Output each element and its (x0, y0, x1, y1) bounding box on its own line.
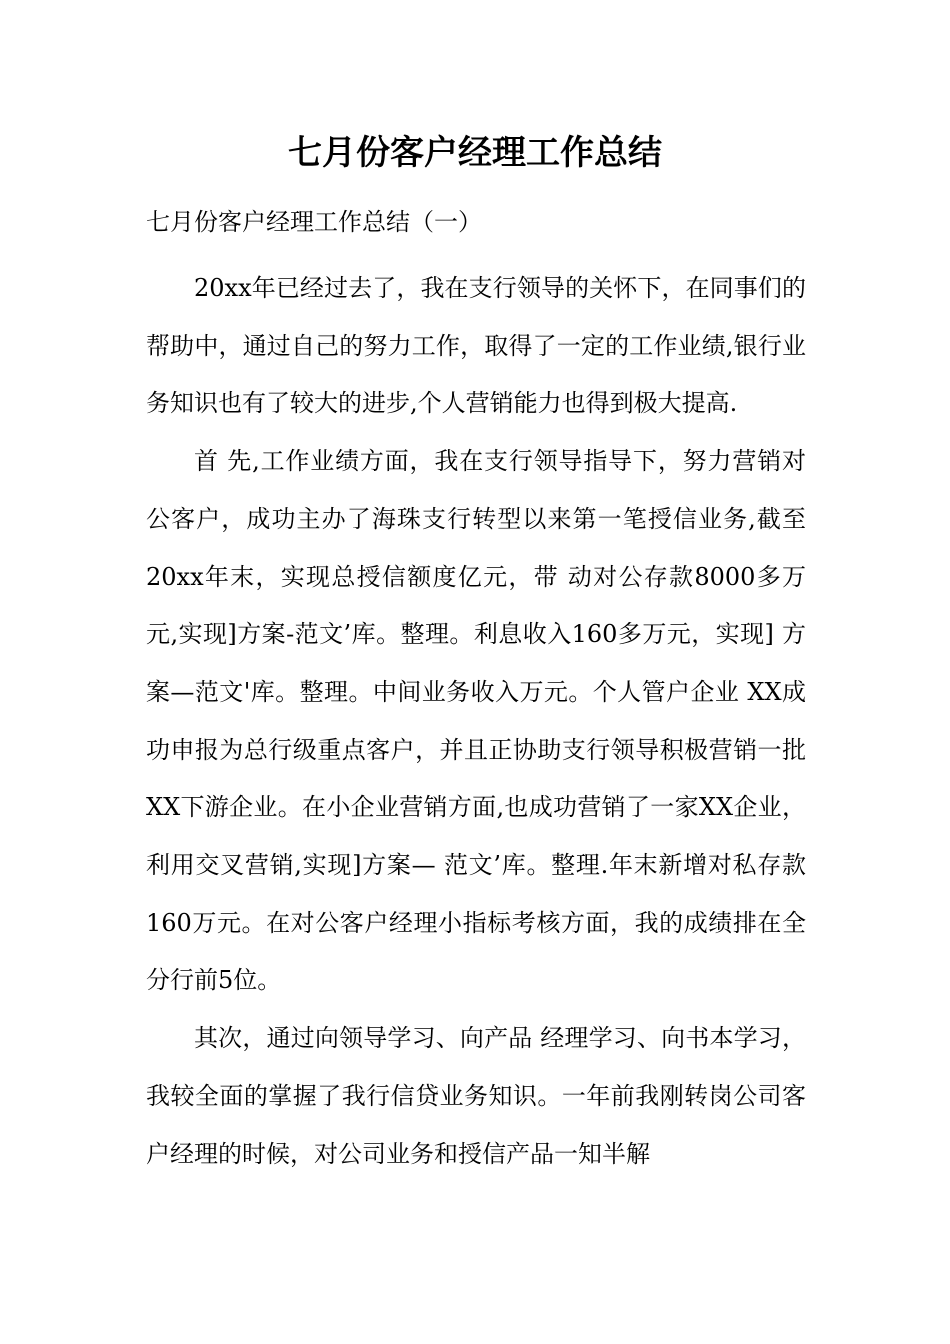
document-title: 七月份客户经理工作总结 (288, 133, 662, 173)
paragraph-intro: 20xx年已经过去了，我在支行领导的关怀下，在同事们的帮助中，通过自己的努力工作，取得了一定的工作业绩,银行业务知识也有了较大的进步,个人营销能力也得到极大提高. (146, 274, 806, 418)
document-body (146, 260, 806, 1183)
paragraph-learning: 其次，通过向领导学习、向产品 经理学习、向书本学习，我较全面的掌握了我行信贷业务知识。一年前我刚转岗公司客户经理的时候，对公司业务和授信产品一知半解 (146, 1024, 806, 1168)
paragraph-performance: 首 先,工作业绩方面，我在支行领导指导下，努力营销对公客户，成功主办了海珠支行转型以来第一笔授信业务,截至20xx年末，实现总授信额度亿元，带 动对公存款8000多万元,实现]方案-范文’库。整理。利息收入160多万元，实现] 方案—范文'库。整理。中间业务收入万元。个人管户企业 XX成功申报为总行级重点客户，并且正协助支行领导积极营销一批XX下游企业。在小企业营销方面,也成功营销了一家XX企业，利用交叉营销,实现]方案— 范文’库。整理.年末新增对私存款160万元。在对公客户经理小指标考核方面，我的成绩排在全分行前5位。 (146, 447, 806, 995)
section-subtitle: 七月份客户经理工作总结（一） (146, 208, 482, 236)
